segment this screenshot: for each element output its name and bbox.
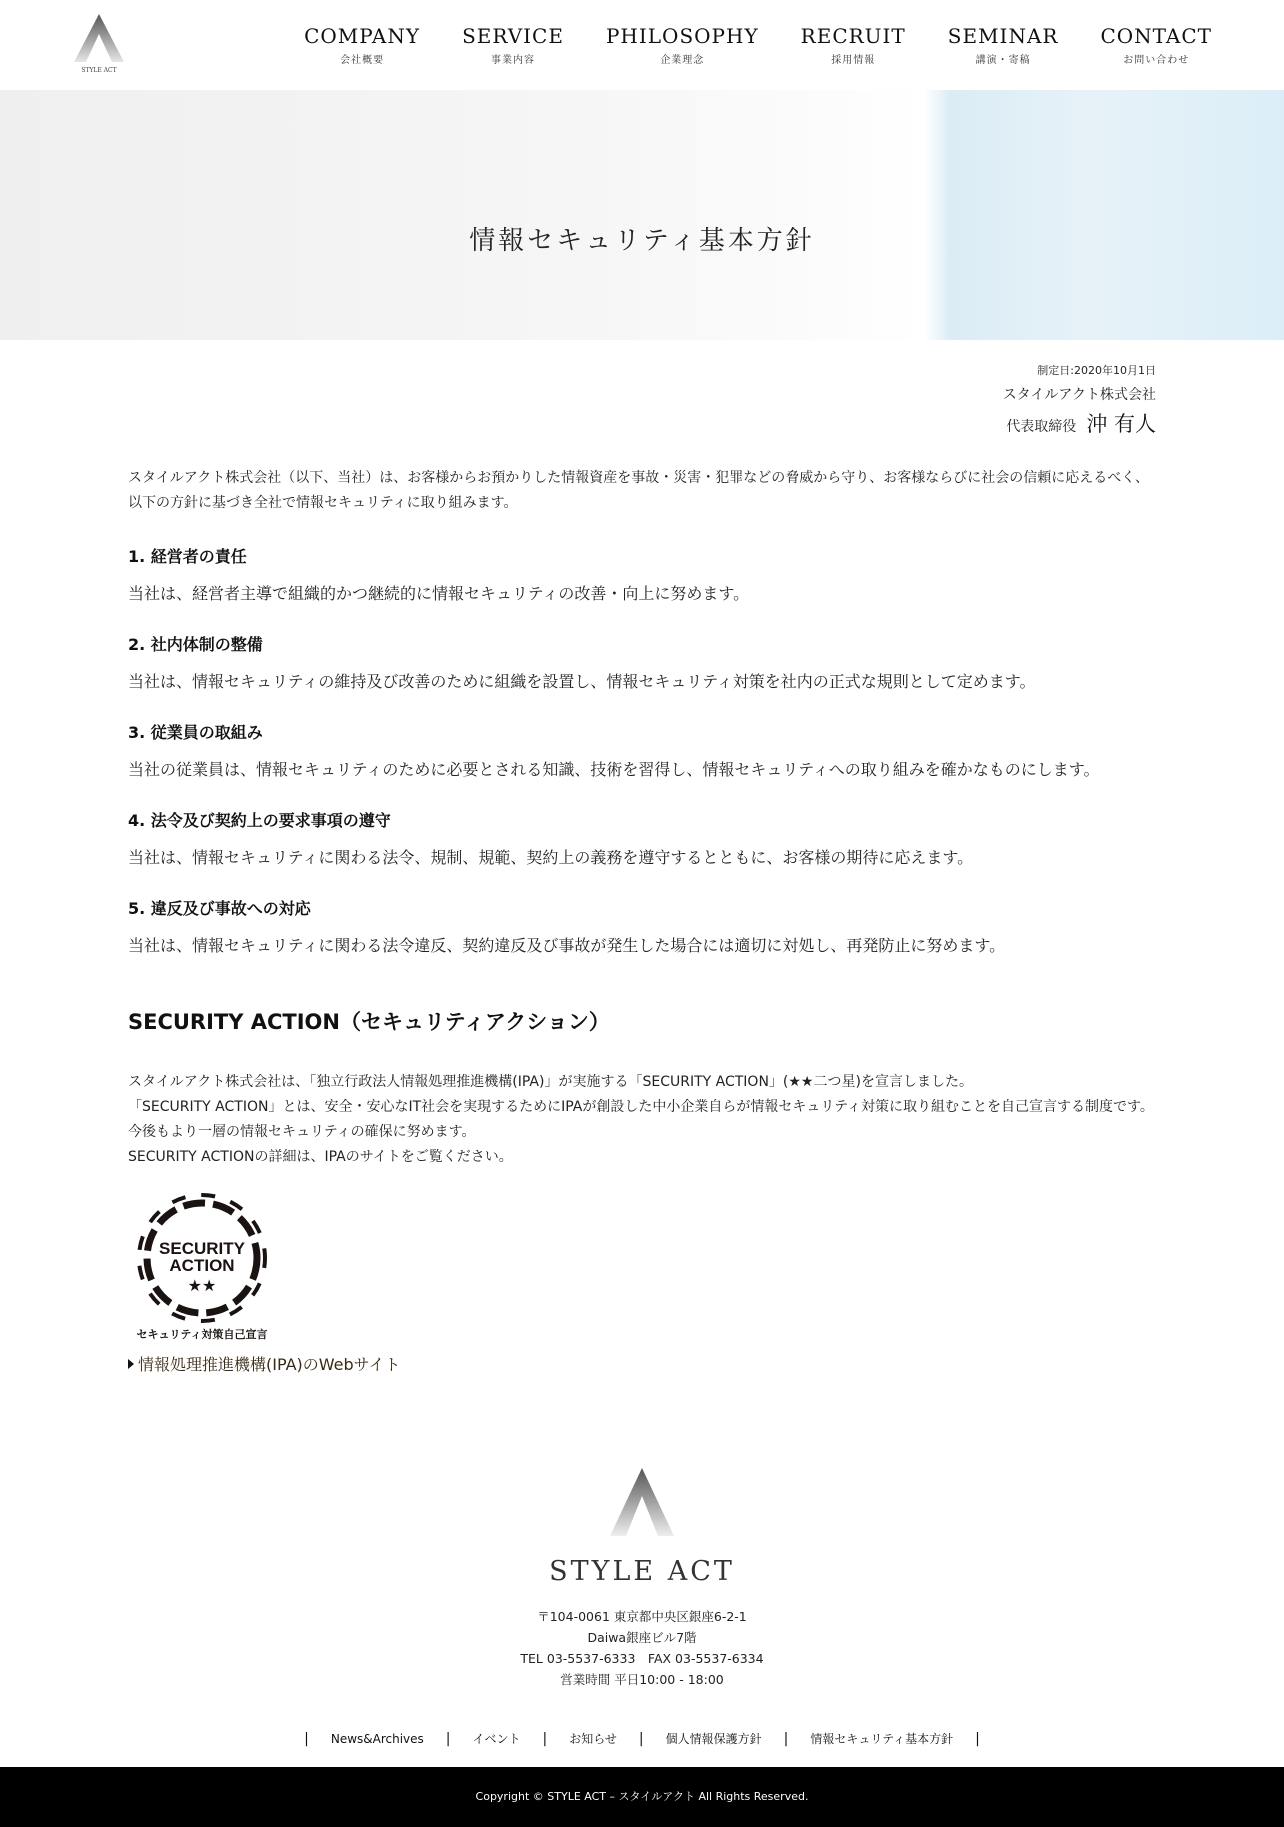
nav-label-en: RECRUIT xyxy=(800,24,906,48)
footer-links xyxy=(0,1730,1284,1747)
address-line: 営業時間 平日10:00 - 18:00 xyxy=(560,1672,724,1687)
copyright-bar xyxy=(0,1767,1284,1827)
address-line: 〒104-0061 東京都中央区銀座6-2-1 xyxy=(537,1609,747,1624)
nav-philosophy[interactable] xyxy=(606,24,759,66)
nav-label-ja: 採用情報 xyxy=(831,55,876,66)
rep-title: 代表取締役 xyxy=(1006,419,1077,435)
nav-label-en: SEMINAR xyxy=(947,24,1059,48)
security-action-badge xyxy=(128,1190,276,1342)
triangle-right-icon xyxy=(128,1359,134,1369)
policy-text: 当社は、情報セキュリティに関わる法令、規制、規範、契約上の義務を遵守するとともに、お客様の期待に応えます。 xyxy=(128,848,974,867)
link-separator: | xyxy=(783,1730,789,1747)
policy-heading: 1. 経営者の責任 xyxy=(128,547,247,566)
nav-label-ja: 企業理念 xyxy=(660,55,705,66)
badge-caption: セキュリティ対策自己宣言 xyxy=(136,1328,268,1341)
footer-brand: STYLE ACT xyxy=(549,1556,735,1587)
nav-label-ja: 講演・寄稿 xyxy=(975,55,1031,66)
nav-seminar[interactable] xyxy=(948,24,1059,66)
footer-link-notice[interactable]: お知らせ xyxy=(569,1732,617,1746)
nav-label-ja: お問い合わせ xyxy=(1123,55,1190,66)
policy-text: 当社は、情報セキュリティに関わる法令違反、契約違反及び事故が発生した場合には適切に対処し、再発防止に努めます。 xyxy=(128,936,1006,955)
nav-label-en: CONTACT xyxy=(1100,24,1212,48)
footer-address xyxy=(0,1606,1284,1690)
footer-logo-mark[interactable] xyxy=(608,1466,676,1538)
nav-label-ja: 事業内容 xyxy=(491,55,536,66)
policy-heading: 3. 従業員の取組み xyxy=(128,723,263,742)
security-action-line: 今後もより一層の情報セキュリティの確保に努めます。 xyxy=(128,1124,476,1140)
nav-label-ja: 会社概要 xyxy=(340,55,385,66)
nav-service[interactable] xyxy=(462,24,564,66)
nav-contact[interactable] xyxy=(1100,24,1212,66)
link-separator: | xyxy=(542,1730,548,1747)
security-action-line: SECURITY ACTIONの詳細は、IPAのサイトをご覧ください。 xyxy=(128,1149,513,1165)
link-separator: | xyxy=(638,1730,644,1747)
established-date: 制定日:2020年10月1日 xyxy=(1037,364,1156,377)
intro-text: スタイルアクト株式会社（以下、当社）は、お客様からお預かりした情報資産を事故・災害・犯罪などの脅威から守り、お客様ならびに社会の信頼に応えるべく、以下の方針に基づき全社で情報セキュリティに取り組みます。 xyxy=(128,470,1150,511)
ipa-link-label: 情報処理推進機構(IPA)のWebサイト xyxy=(138,1355,401,1374)
security-action-line: 「SECURITY ACTION」とは、安全・安心なIT社会を実現するためにIPAが創設した中小企業自らが情報セキュリティ対策に取り組むことを自己宣言する制度です。 xyxy=(128,1099,1154,1115)
footer-link-news[interactable]: News&Archives xyxy=(330,1731,424,1746)
style-act-logo[interactable] xyxy=(72,12,126,74)
link-separator: | xyxy=(445,1730,451,1747)
site-header xyxy=(0,0,1284,90)
link-separator: | xyxy=(975,1730,980,1747)
badge-stars: ★★ xyxy=(187,1276,217,1295)
security-action-text xyxy=(128,1070,1156,1170)
security-action-title: SECURITY ACTION（セキュリティアクション） xyxy=(128,1010,610,1034)
copyright-text: Copyright © STYLE ACT – スタイルアクト All Rights Reserved. xyxy=(475,1790,809,1803)
security-action-line: スタイルアクト株式会社は、「独立行政法人情報処理推進機構(IPA)」が実施する「SECURITY ACTION」(★★二つ星)を宣言しました。 xyxy=(128,1074,973,1090)
policy-heading: 2. 社内体制の整備 xyxy=(128,635,263,654)
page-hero xyxy=(0,90,1284,340)
badge-line2: ACTION xyxy=(169,1256,235,1275)
main-nav xyxy=(262,24,1212,66)
badge-line1: SECURITY xyxy=(159,1239,245,1258)
footer-link-privacy[interactable]: 個人情報保護方針 xyxy=(665,1732,762,1746)
policy-heading: 4. 法令及び契約上の要求事項の遵守 xyxy=(128,811,391,830)
company-name: スタイルアクト株式会社 xyxy=(1002,387,1156,403)
logo-text: STYLE ACT xyxy=(81,67,117,74)
main-content xyxy=(128,362,1156,1375)
policy-text: 当社は、情報セキュリティの維持及び改善のために組織を設置し、情報セキュリティ対策を社内の正式な規則として定めます。 xyxy=(128,672,1036,691)
nav-label-en: SERVICE xyxy=(462,24,564,48)
address-line: TEL 03-5537-6333 FAX 03-5537-6334 xyxy=(520,1651,764,1666)
policy-meta xyxy=(128,362,1156,438)
nav-label-en: PHILOSOPHY xyxy=(605,24,759,48)
policy-text: 当社は、経営者主導で組織的かつ継続的に情報セキュリティの改善・向上に努めます。 xyxy=(128,584,750,603)
representative xyxy=(128,408,1156,438)
policy-heading: 5. 違反及び事故への対応 xyxy=(128,899,311,918)
rep-name: 沖 有人 xyxy=(1086,412,1156,436)
link-separator: | xyxy=(304,1730,309,1747)
ipa-website-link[interactable] xyxy=(128,1352,1156,1375)
nav-label-en: COMPANY xyxy=(304,24,421,48)
address-line: Daiwa銀座ビル7階 xyxy=(587,1630,697,1645)
nav-recruit[interactable] xyxy=(801,24,906,66)
footer-link-event[interactable]: イベント xyxy=(472,1732,521,1746)
policy-text: 当社の従業員は、情報セキュリティのために必要とされる知識、技術を習得し、情報セキュリティへの取り組みを確かなものにします。 xyxy=(128,760,1100,779)
nav-company[interactable] xyxy=(304,24,420,66)
page-title: 情報セキュリティ基本方針 xyxy=(469,226,815,256)
footer-link-security-policy[interactable]: 情報セキュリティ基本方針 xyxy=(810,1732,954,1746)
